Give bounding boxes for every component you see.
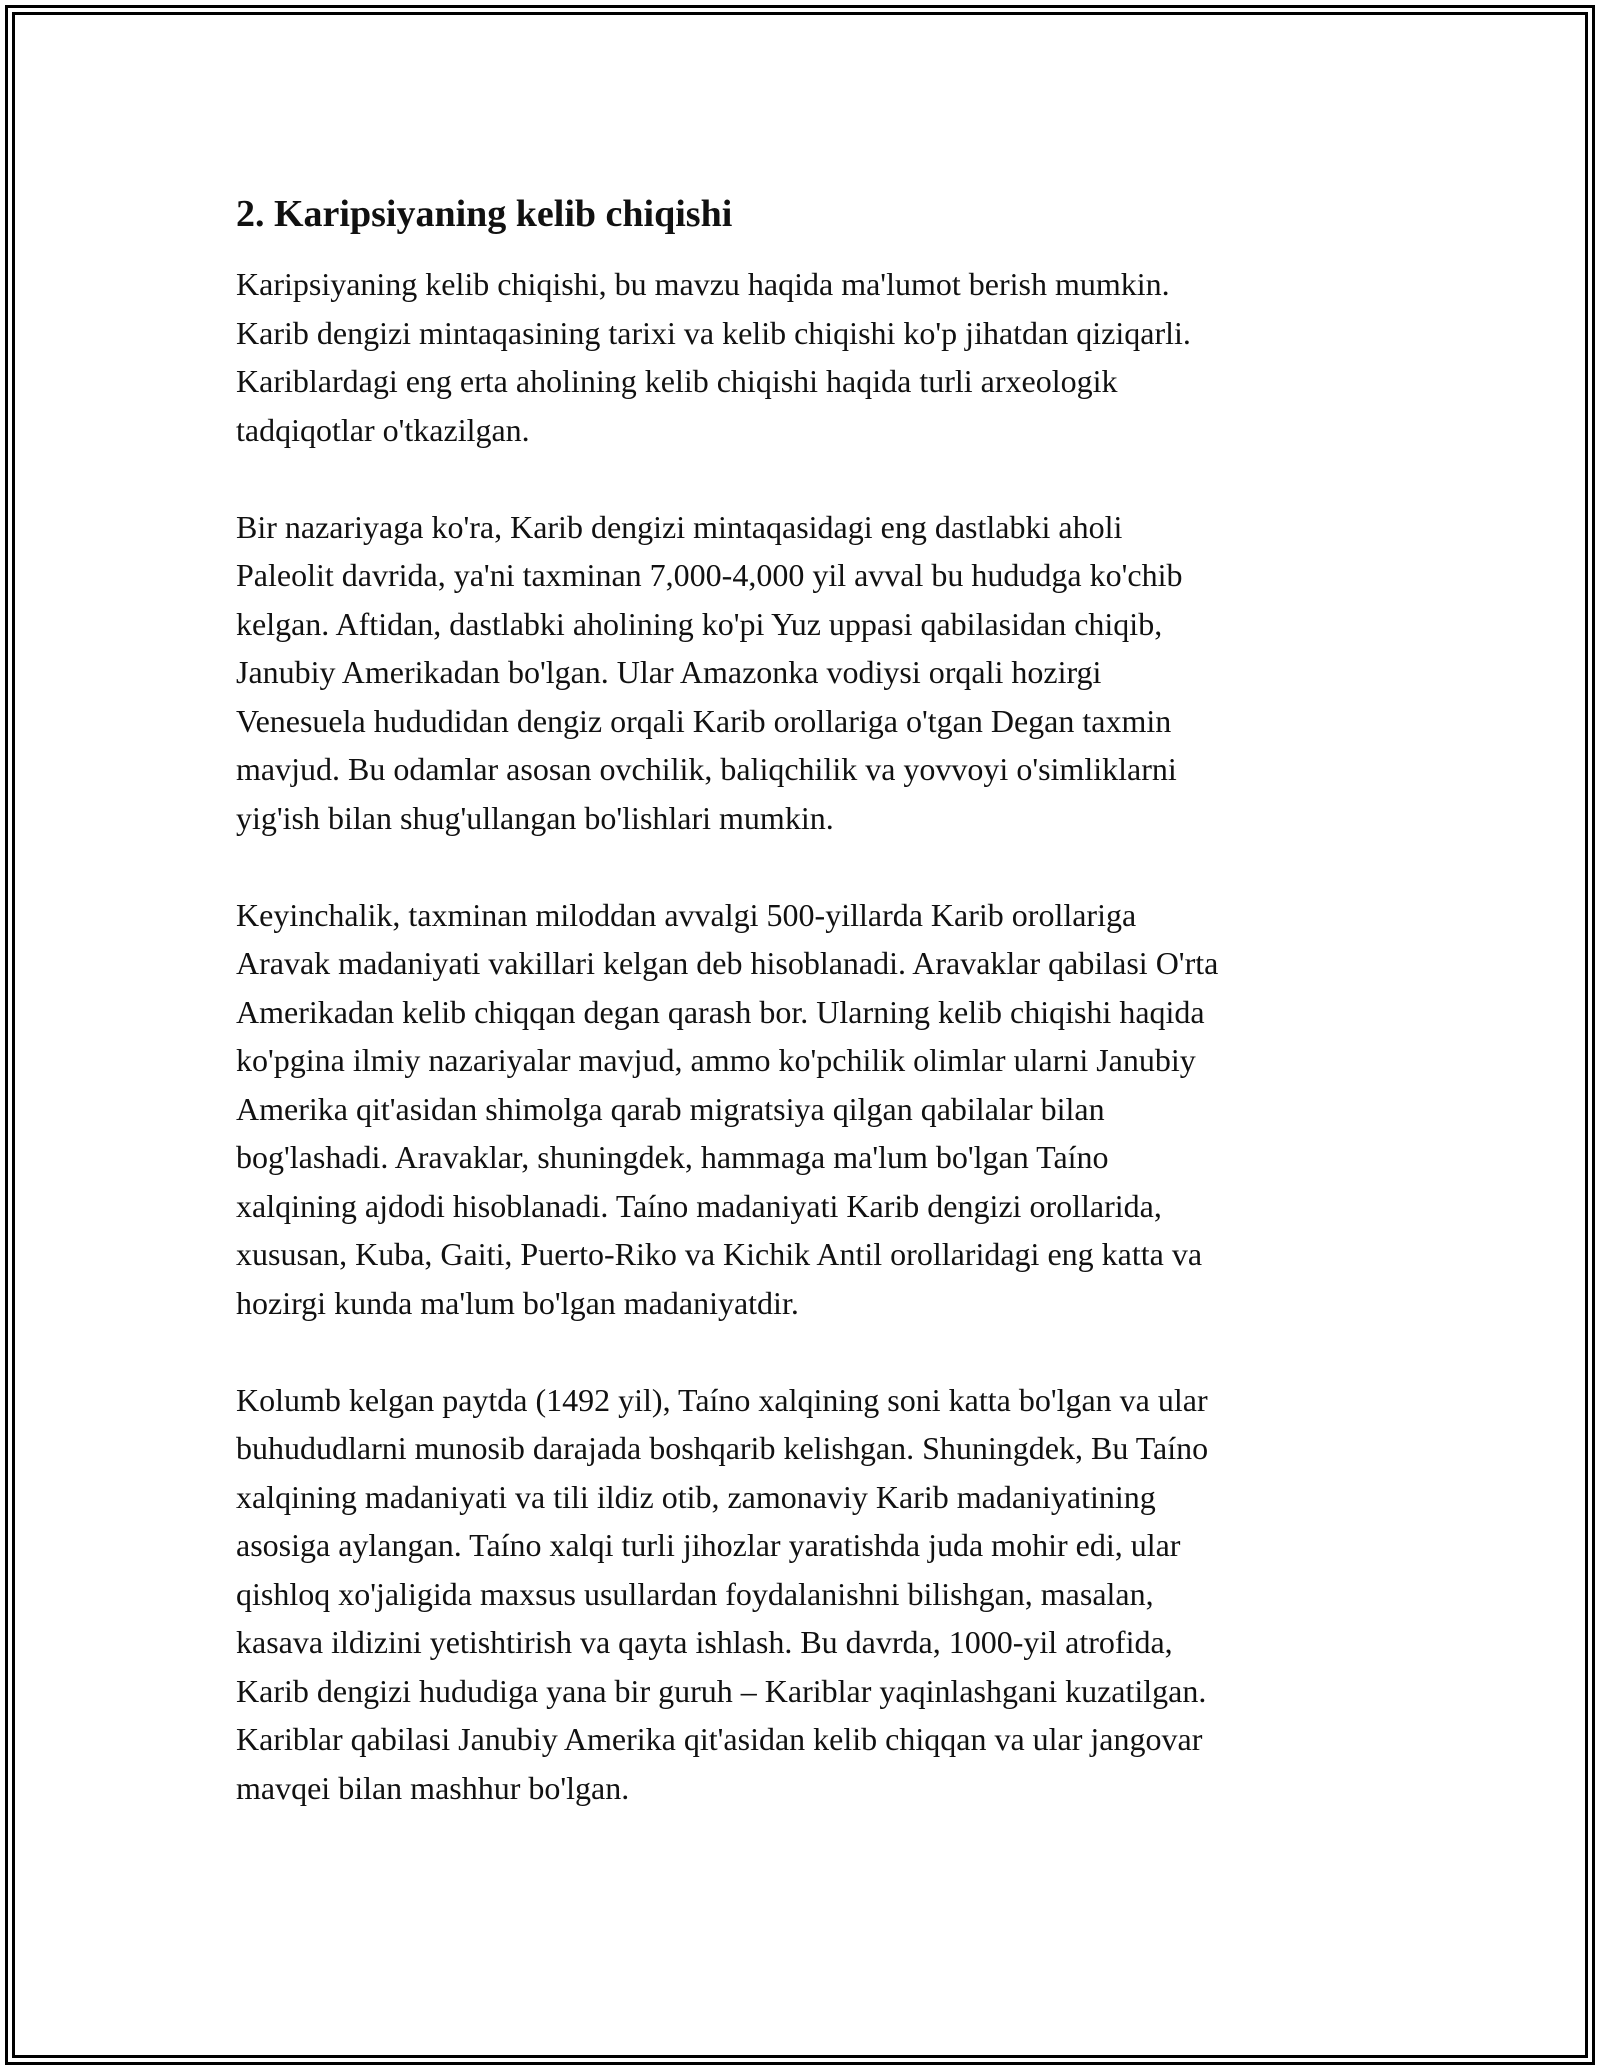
paragraph-line: hozirgi kunda ma'lum bo'lgan madaniyatdir. [236, 1284, 799, 1321]
paragraph-line: kasava ildizini yetishtirish va qayta ishlash. Bu davrda, 1000-yil atrofida, [236, 1624, 1173, 1660]
paragraph-line: Kariblar qabilasi Janubiy Amerika qit'asidan kelib chiqqan va ular jangovar [236, 1721, 1203, 1757]
paragraph-line: Kariblardagi eng erta aholining kelib chiqishi haqida turli arxeologik [236, 363, 1118, 399]
paragraph-line: mavjud. Bu odamlar asosan ovchilik, baliqchilik va yovvoyi o'simliklarni [236, 751, 1177, 787]
section-heading: 2. Karipsiyaning kelib chiqishi [236, 193, 733, 235]
paragraph-line: mavqei bilan mashhur bo'lgan. [236, 1769, 630, 1806]
paragraph-line: Venesuela hududidan dengiz orqali Karib orollariga o'tgan Degan taxmin [236, 702, 1172, 739]
paragraph-line: Amerika qit'asidan shimolga qarab migratsiya qilgan qabilalar bilan [236, 1090, 1105, 1127]
paragraph-line: yig'ish bilan shug'ullangan bo'lishlari mumkin. [236, 799, 834, 836]
paragraph-line: xususan, Kuba, Gaiti, Puerto-Riko va Kichik Antil orollaridagi eng katta va [236, 1236, 1203, 1272]
paragraph [236, 503, 1386, 843]
paragraph-list [236, 260, 1386, 1812]
paragraph-line: ko'pgina ilmiy nazariyalar mavjud, ammo ko'pchilik olimlar ularni Janubiy [236, 1042, 1196, 1078]
paragraph-line: Karib dengizi hududiga yana bir guruh – Kariblar yaqinlashgani kuzatilgan. [236, 1672, 1207, 1709]
paragraph [236, 1376, 1386, 1813]
paragraph-line: xalqining ajdodi hisoblanadi. Taíno madaniyati Karib dengizi orollarida, [236, 1187, 1162, 1224]
paragraph-line: asosiga aylangan. Taíno xalqi turli jihozlar yaratishda juda mohir edi, ular [236, 1527, 1181, 1563]
document-body [236, 180, 1386, 1861]
paragraph-line: Karib dengizi mintaqasining tarixi va kelib chiqishi ko'p jihatdan qiziqarli. [236, 314, 1191, 351]
paragraph [236, 260, 1386, 454]
paragraph-line: Karipsiyaning kelib chiqishi, bu mavzu haqida ma'lumot berish mumkin. [236, 266, 1170, 302]
paragraph-line: Janubiy Amerikadan bo'lgan. Ular Amazonka vodiysi orqali hozirgi [236, 654, 1102, 690]
paragraph-line: buhududlarni munosib darajada boshqarib kelishgan. Shuningdek, Bu Taíno [236, 1430, 1209, 1466]
paragraph-line: Amerikadan kelib chiqqan degan qarash bor. Ularning kelib chiqishi haqida [236, 993, 1205, 1030]
paragraph-line: qishloq xo'jaligida maxsus usullardan foydalanishni bilishgan, masalan, [236, 1575, 1154, 1612]
paragraph [236, 891, 1386, 1328]
paragraph-line: tadqiqotlar o'tkazilgan. [236, 411, 530, 448]
paragraph-line: kelgan. Aftidan, dastlabki aholining ko'pi Yuz uppasi qabilasidan chiqib, [236, 605, 1163, 642]
paragraph-line: Bir nazariyaga ko'ra, Karib dengizi mintaqasidagi eng dastlabki aholi [236, 508, 1123, 545]
paragraph-line: xalqining madaniyati va tili ildiz otib, zamonaviy Karib madaniyatining [236, 1478, 1156, 1515]
paragraph-line: Keyinchalik, taxminan miloddan avvalgi 500-yillarda Karib orollariga [236, 896, 1137, 933]
paragraph-line: Kolumb kelgan paytda (1492 yil), Taíno xalqining soni katta bo'lgan va ular [236, 1381, 1208, 1418]
paragraph-line: Aravak madaniyati vakillari kelgan deb hisoblanadi. Aravaklar qabilasi O'rta [236, 945, 1219, 981]
paragraph-line: bog'lashadi. Aravaklar, shuningdek, hammaga ma'lum bo'lgan Taíno [236, 1139, 1109, 1175]
paragraph-line: Paleolit davrida, ya'ni taxminan 7,000-4,000 yil avval bu hududga ko'chib [236, 557, 1183, 593]
